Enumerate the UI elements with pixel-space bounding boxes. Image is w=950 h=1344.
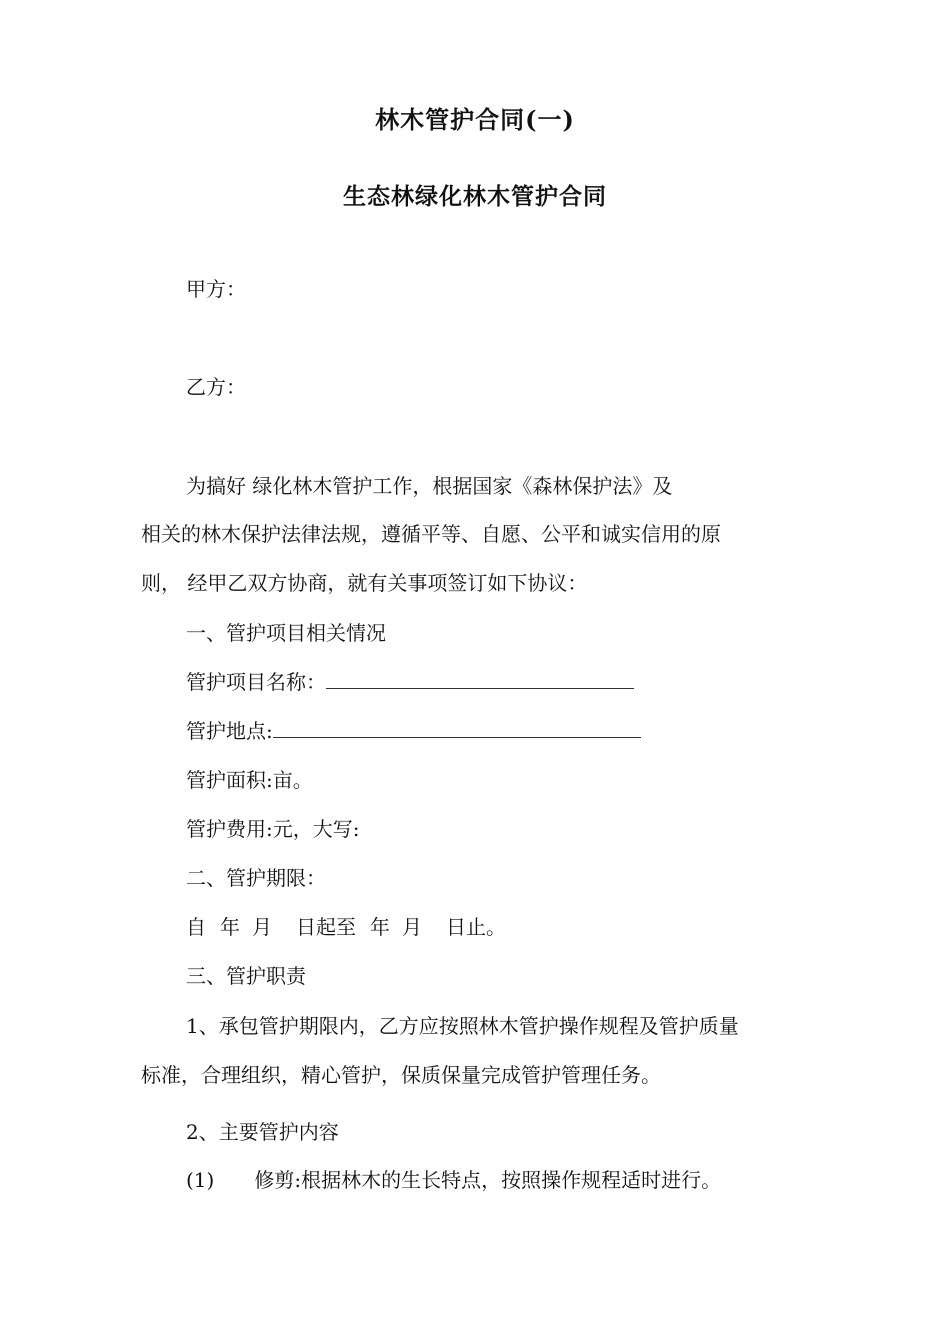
document-subtitle: 生态林绿化林木管护合同 <box>343 183 607 210</box>
location-label: 管护地点: <box>186 719 273 743</box>
period-year-1: 年 <box>220 915 240 939</box>
project-name-row <box>186 668 634 696</box>
sub-item-1-number: (1) <box>186 1168 215 1192</box>
area-line: 管护面积:亩。 <box>186 768 313 792</box>
section-3-heading: 三、管护职责 <box>186 964 306 988</box>
fee-line: 管护费用:元，大写: <box>186 817 360 841</box>
document-title: 林木管护合同(一) <box>375 105 575 134</box>
location-blank-line <box>273 717 641 738</box>
sub-item-1-text: 修剪:根据林木的生长特点，按照操作规程适时进行。 <box>254 1168 722 1192</box>
party-a-label: 甲方： <box>186 277 246 301</box>
period-year-2: 年 <box>370 915 390 939</box>
duty-1-line-2: 标准，合理组织，精心管护，保质保量完成管护管理任务。 <box>141 1063 661 1087</box>
intro-line-2: 相关的林木保护法律法规，遵循平等、自愿、公平和诚实信用的原 <box>141 522 721 546</box>
period-line <box>186 913 506 941</box>
period-day-1: 日起至 <box>296 915 356 939</box>
intro-line-3: 则， 经甲乙双方协商，就有关事项签订如下协议： <box>141 571 588 595</box>
sub-item-1 <box>186 1166 721 1194</box>
period-month-1: 月 <box>252 915 272 939</box>
intro-line-1: 为搞好 绿化林木管护工作，根据国家《森林保护法》及 <box>186 474 673 498</box>
period-from: 自 <box>186 915 206 939</box>
party-b-label: 乙方： <box>186 375 246 399</box>
period-day-2: 日止。 <box>446 915 506 939</box>
section-2-heading: 二、管护期限： <box>186 866 326 890</box>
section-1-heading: 一、管护项目相关情况 <box>186 621 386 645</box>
duty-2-heading: 2、主要管护内容 <box>186 1120 339 1144</box>
location-row <box>186 717 641 745</box>
project-name-blank-line <box>326 668 634 689</box>
period-month-2: 月 <box>402 915 422 939</box>
duty-1-line-1: 1、承包管护期限内，乙方应按照林木管护操作规程及管护质量 <box>186 1014 739 1038</box>
project-name-label: 管护项目名称： <box>186 670 326 694</box>
